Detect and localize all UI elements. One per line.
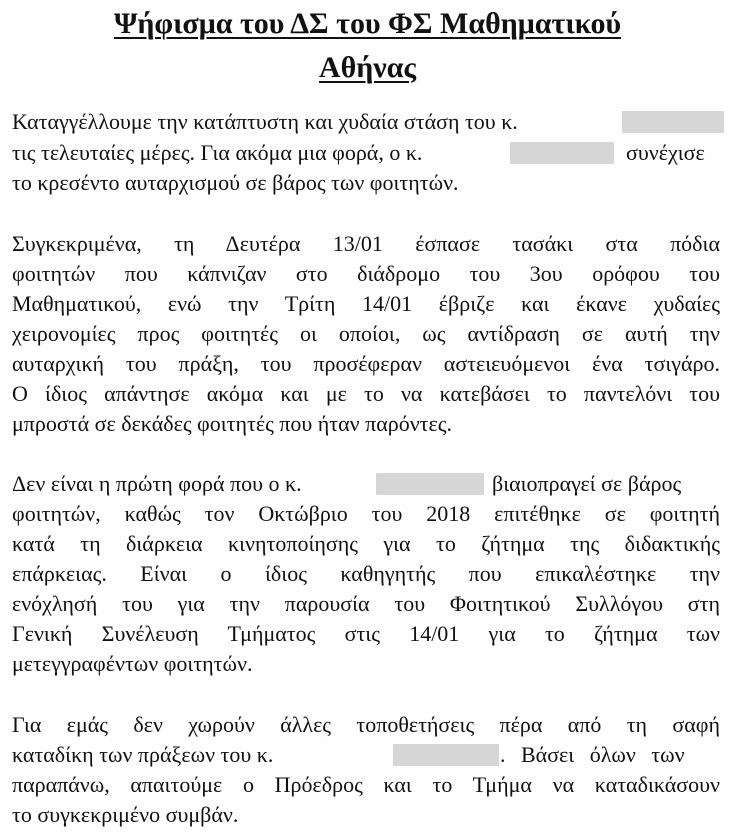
paragraph-2-line-3: Μαθηματικού, ενώ την Τρίτη 14/01 έβριζε και έκανε χυδαίες xyxy=(12,291,720,316)
paragraph-3-line-3: κατά τη διάρκεια κινητοποίησης για το ζήτημα της διδακτικής xyxy=(12,531,720,556)
paragraph-3-line-4: επάρκειας. Είναι ο ίδιος καθηγητής που επικαλέστηκε την xyxy=(12,561,720,586)
paragraph-4-line-2a: καταδίκη των πράξεων του κ. xyxy=(12,742,274,767)
paragraph-3-line-5: ενόχλησή του για την παρουσία του Φοιτητικού Συλλόγου στη xyxy=(12,591,720,616)
paragraph-3-line-6: Γενική Συνέλευση Τμήματος στις 14/01 για το ζήτημα των xyxy=(12,621,720,646)
paragraph-2-line-7: μπροστά σε δεκάδες φοιτητές που ήταν παρόντες. xyxy=(12,411,452,436)
paragraph-1-line-2b: συνέχισε xyxy=(626,140,705,165)
redacted-name-block xyxy=(376,473,484,495)
paragraph-3-line-2: φοιτητών, καθώς τον Οκτώβριο του 2018 επιτέθηκε σε φοιτητή xyxy=(12,501,720,526)
redacted-name-block xyxy=(510,142,614,164)
paragraph-2-line-2: φοιτητών που κάπνιζαν στο διάδρομο του 3ου ορόφου του xyxy=(12,261,720,286)
paragraph-4-line-2b: . Βάσει όλων των xyxy=(500,742,685,767)
paragraph-2-line-4: χειρονομίες προς φοιτητές οι οποίοι, ως αντίδραση σε αυτή την xyxy=(12,321,720,346)
redacted-name-block xyxy=(393,744,499,766)
paragraph-4-line-1: Για εμάς δεν χωρούν άλλες τοποθετήσεις πέρα από τη σαφή xyxy=(12,712,720,737)
paragraph-4-line-4: το συγκεκριμένο συμβάν. xyxy=(12,802,239,827)
paragraph-3-line-7: μετεγγραφέντων φοιτητών. xyxy=(12,651,253,676)
document-title-line-2: Αθήνας xyxy=(318,51,417,84)
paragraph-2-line-1: Συγκεκριμένα, τη Δευτέρα 13/01 έσπασε τασάκι στα πόδια xyxy=(12,231,720,256)
paragraph-2-line-5: αυταρχική του πράξη, του προσέφεραν αστειευόμενοι ένα τσιγάρο. xyxy=(12,351,720,376)
paragraph-1-line-1: Καταγγέλλουμε την κατάπτυστη και χυδαία στάση του κ. xyxy=(12,109,518,134)
redacted-name-block xyxy=(622,111,724,133)
paragraph-1-line-3: το κρεσέντο αυταρχισμού σε βάρος των φοιτητών. xyxy=(12,170,459,195)
document-title-line-1: Ψήφισμα του ΔΣ του ΦΣ Μαθηματικού xyxy=(113,7,622,40)
paragraph-3-line-1b: βιαιοπραγεί σε βάρος xyxy=(492,471,682,496)
paragraph-3-line-1a: Δεν είναι η πρώτη φορά που ο κ. xyxy=(12,471,302,496)
paragraph-2-line-6: Ο ίδιος απάντησε ακόμα και με το να κατεβάσει το παντελόνι του xyxy=(12,381,720,406)
paragraph-1-line-2a: τις τελευταίες μέρες. Για ακόμα μια φορά, ο κ. xyxy=(12,140,423,165)
paragraph-4-line-3: παραπάνω, απαιτούμε ο Πρόεδρος και το Τμήμα να καταδικάσουν xyxy=(12,772,720,797)
